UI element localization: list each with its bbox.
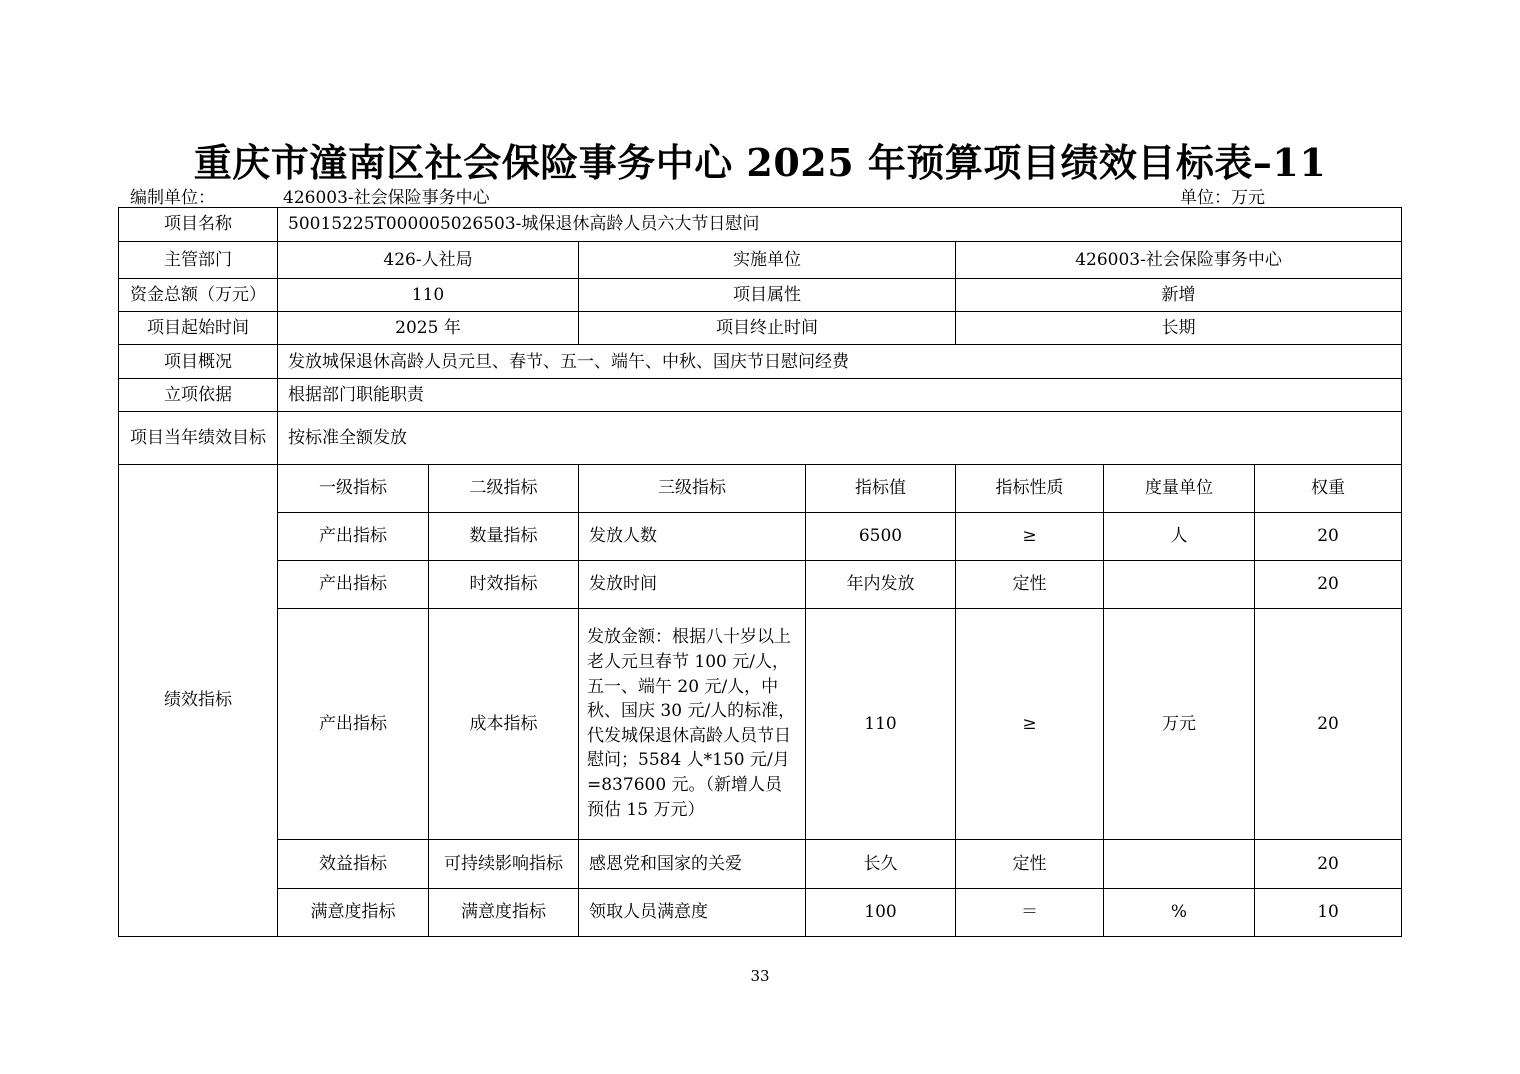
nature-cell: ≥: [956, 512, 1104, 560]
level2-cell: 可持续影响指标: [429, 839, 579, 888]
impl-value: 426003-社会保险事务中心: [956, 242, 1402, 279]
table-row: [119, 560, 1402, 608]
level1-cell: 产出指标: [278, 560, 429, 608]
value-cell: 6500: [806, 512, 956, 560]
org-value: 426003-社会保险事务中心: [283, 188, 490, 208]
impl-label: 实施单位: [579, 242, 956, 279]
weight-cell: 20: [1255, 512, 1402, 560]
attr-label: 项目属性: [579, 279, 956, 312]
weight-cell: 20: [1255, 609, 1402, 840]
page-number: 33: [750, 967, 770, 985]
level1-cell: 效益指标: [278, 839, 429, 888]
overview-value: 发放城保退休高龄人员元旦、春节、五一、端午、中秋、国庆节日慰问经费: [278, 345, 1402, 379]
level2-cell: 满意度指标: [429, 888, 579, 936]
dept-value: 426-人社局: [278, 242, 579, 279]
header-cell: 权重: [1255, 464, 1402, 512]
unit-cell: %: [1104, 888, 1255, 936]
header-cell: 指标性质: [956, 464, 1104, 512]
row-department: [119, 242, 1402, 279]
fund-label: 资金总额（万元）: [119, 279, 278, 312]
level1-cell: 产出指标: [278, 609, 429, 840]
value-cell: 长久: [806, 839, 956, 888]
level3-cell: 感恩党和国家的关爱: [579, 839, 806, 888]
level2-cell: 数量指标: [429, 512, 579, 560]
level1-cell: 产出指标: [278, 512, 429, 560]
performance-table: [118, 207, 1402, 937]
header-cell: 一级指标: [278, 464, 429, 512]
perf-header-row: [119, 464, 1402, 512]
row-fund: [119, 279, 1402, 312]
level2-cell: 成本指标: [429, 609, 579, 840]
unit-cell: [1104, 839, 1255, 888]
header-cell: 三级指标: [579, 464, 806, 512]
basis-value: 根据部门职能职责: [278, 379, 1402, 412]
header-cell: 度量单位: [1104, 464, 1255, 512]
org-label: 编制单位：: [130, 188, 215, 208]
level3-cell: 发放时间: [579, 560, 806, 608]
overview-label: 项目概况: [119, 345, 278, 379]
goal-label: 项目当年绩效目标: [119, 412, 278, 464]
table-row: [119, 839, 1402, 888]
table-row: [119, 512, 1402, 560]
basis-label: 立项依据: [119, 379, 278, 412]
project-name-value: 50015225T000005026503-城保退休高龄人员六大节日慰问: [278, 208, 1402, 242]
unit-label: 单位：万元: [1180, 188, 1265, 208]
value-cell: 年内发放: [806, 560, 956, 608]
attr-value: 新增: [956, 279, 1402, 312]
fund-value: 110: [278, 279, 579, 312]
value-cell: 100: [806, 888, 956, 936]
nature-cell: 定性: [956, 839, 1104, 888]
unit-cell: 人: [1104, 512, 1255, 560]
unit-cell: [1104, 560, 1255, 608]
end-value: 长期: [956, 312, 1402, 345]
project-name-label: 项目名称: [119, 208, 278, 242]
level2-cell: 时效指标: [429, 560, 579, 608]
header-cell: 指标值: [806, 464, 956, 512]
weight-cell: 10: [1255, 888, 1402, 936]
nature-cell: 定性: [956, 560, 1104, 608]
page-title: 重庆市潼南区社会保险事务中心 2025 年预算项目绩效目标表–11: [193, 140, 1327, 185]
row-time: [119, 312, 1402, 345]
goal-value: 按标准全额发放: [278, 412, 1402, 464]
level3-cell: 领取人员满意度: [579, 888, 806, 936]
level3-cell: 发放人数: [579, 512, 806, 560]
end-label: 项目终止时间: [579, 312, 956, 345]
dept-label: 主管部门: [119, 242, 278, 279]
row-overview: [119, 345, 1402, 379]
nature-cell: ＝: [956, 888, 1104, 936]
weight-cell: 20: [1255, 839, 1402, 888]
start-label: 项目起始时间: [119, 312, 278, 345]
perf-label: 绩效指标: [119, 464, 278, 936]
nature-cell: ≥: [956, 609, 1104, 840]
value-cell: 110: [806, 609, 956, 840]
table-row: [119, 888, 1402, 936]
header-cell: 二级指标: [429, 464, 579, 512]
unit-cell: 万元: [1104, 609, 1255, 840]
row-goal: [119, 412, 1402, 464]
row-basis: [119, 379, 1402, 412]
start-value: 2025 年: [278, 312, 579, 345]
level1-cell: 满意度指标: [278, 888, 429, 936]
level3-cell: 发放金额：根据八十岁以上老人元旦春节 100 元/人，五一、端午 20 元/人，中秋、国庆 30 元/人的标准，代发城保退休高龄人员节日慰问；5584 人*150 元/月=837600 元。（新增人员预估 15 万元）: [579, 609, 806, 840]
table-row: [119, 609, 1402, 840]
weight-cell: 20: [1255, 560, 1402, 608]
row-project-name: [119, 208, 1402, 242]
